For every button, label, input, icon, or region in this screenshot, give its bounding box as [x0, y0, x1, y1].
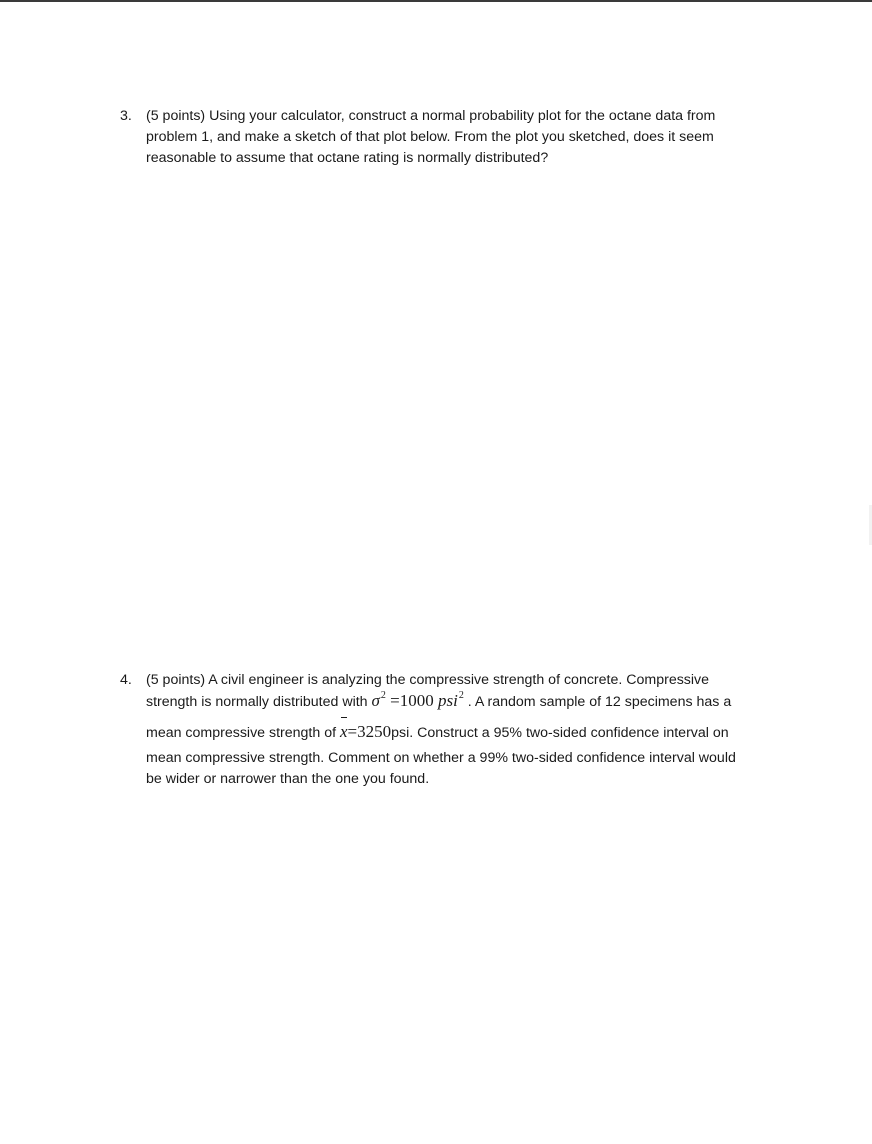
question-4-text-fragment: strength is normally distributed with	[146, 694, 372, 710]
question-4-line-variance	[146, 690, 780, 715]
question-3-number: 3.	[120, 108, 132, 124]
x-bar-symbol: x	[340, 717, 348, 746]
question-4-text	[146, 670, 780, 790]
top-border	[0, 0, 872, 2]
question-3-line: reasonable to assume that octane rating is normally distributed?	[146, 150, 549, 166]
question-3-line: (5 points) Using your calculator, construct a normal probability plot for the octane data from	[146, 108, 716, 124]
question-4-line: mean compressive strength. Comment on whether a 99% two-sided confidence interval would	[146, 750, 736, 766]
variance-formula	[372, 691, 464, 710]
question-3	[120, 106, 780, 176]
question-4-text-fragment: mean compressive strength of	[146, 725, 340, 741]
unit-exponent: 2	[458, 690, 464, 701]
sigma-symbol: σ	[371, 691, 380, 710]
question-4-line: be wider or narrower than the one you found.	[146, 771, 430, 787]
question-4-text-fragment: psi. Construct a 95% two-sided confidence interval on	[391, 725, 729, 741]
variance-unit: psi	[438, 691, 458, 710]
question-3-line: problem 1, and make a sketch of that plot below. From the plot you sketched, does it seem	[146, 129, 714, 145]
variance-value: =1000	[385, 691, 439, 710]
question-4-number: 4.	[120, 672, 132, 688]
sample-mean-value: =3250	[347, 722, 392, 741]
question-4-line-mean	[146, 717, 780, 748]
question-4-text-fragment: . A random sample of 12 specimens has a	[463, 694, 732, 710]
sample-mean-formula	[340, 722, 391, 741]
sigma-exponent: 2	[380, 690, 386, 701]
question-4-line: (5 points) A civil engineer is analyzing the compressive strength of concrete. Compressive	[146, 672, 710, 688]
question-4	[120, 670, 780, 800]
question-3-text	[146, 106, 780, 169]
